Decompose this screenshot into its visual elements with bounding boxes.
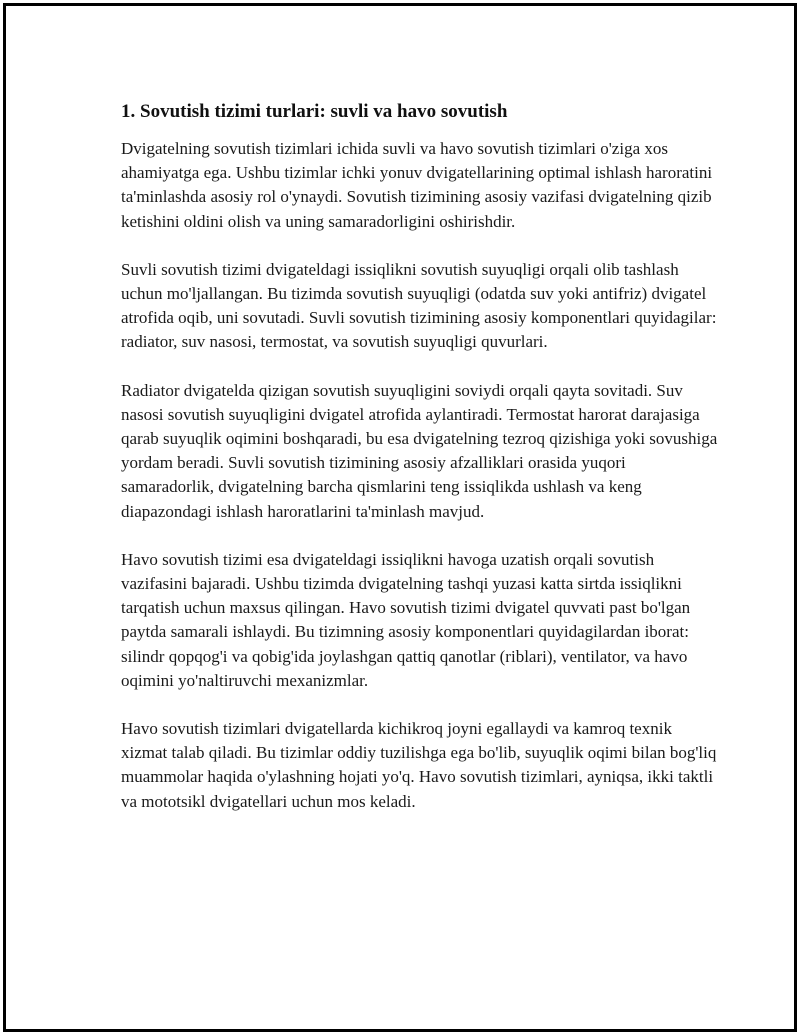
paragraph-air-cooling-advantages: Havo sovutish tizimlari dvigatellarda kichikroq joyni egallaydi va kamroq texnik xizmat talab qiladi. Bu tizimlar oddiy tuzilishga ega bo'lib, suyuqlik oqimi bilan bog'liq muammolar haqida o'ylashning hojati yo'q. Havo sovutish tizimlari, ayniqsa, ikki taktli va mototsikl dvigatellari uchun mos keladi. [121,719,717,811]
paragraph-air-cooling: Havo sovutish tizimi esa dvigateldagi issiqlikni havoga uzatish orqali sovutish vazifasini bajaradi. Ushbu tizimda dvigatelning tashqi yuzasi katta sirtda issiqlikni tarqatish uchun maxsus qilingan. Havo sovutish tizimi dvigatel quvvati past bo'lgan paytda samarali ishlaydi. Bu tizimning asosiy komponentlari quyidagilardan iborat: silindr qopqog'i va qobig'ida joylashgan qattiq qanotlar (riblari), ventilator, va havo oqimini yo'naltiruvchi mexanizmlar. [121,549,691,690]
document-body [121,99,721,838]
section-heading: 1. Sovutish tizimi turlari: suvli va havo sovutish [121,101,508,122]
paragraph-intro: Dvigatelning sovutish tizimlari ichida suvli va havo sovutish tizimlari o'ziga xos ahamiyatga ega. Ushbu tizimlar ichki yonuv dvigatellarining optimal ishlash haroratini ta'minlashda asosiy rol o'ynaydi. Sovutish tizimining asosiy vazifasi dvigatelning qizib ketishini oldini olish va uning samaradorligini oshirishdir. [121,139,713,231]
paragraph-radiator: Radiator dvigatelda qizigan sovutish suyuqligini soviydi orqali qayta sovitadi. Suv nasosi sovutish suyuqligini dvigatel atrofida aylantiradi. Termostat harorat darajasiga qarab suyuqlik oqimini boshqaradi, bu esa dvigatelning tezroq qizishiga yoki sovushiga yordam beradi. Suvli sovutish tizimining asosiy afzalliklari orasida yuqori samaradorlik, dvigatelning barcha qismlarini teng issiqlikda ushlash va keng diapazondagi ishlash haroratlarini ta'minlash mavjud. [121,380,718,521]
page-frame [3,3,797,1032]
paragraph-water-cooling: Suvli sovutish tizimi dvigateldagi issiqlikni sovutish suyuqligi orqali olib tashlash uchun mo'ljallangan. Bu tizimda sovutish suyuqligi (odatda suv yoki antifriz) dvigatel atrofida oqib, uni sovutadi. Suvli sovutish tizimining asosiy komponentlari quyidagilar: radiator, suv nasosi, termostat, va sovutish suyuqligi quvurlari. [121,259,717,352]
